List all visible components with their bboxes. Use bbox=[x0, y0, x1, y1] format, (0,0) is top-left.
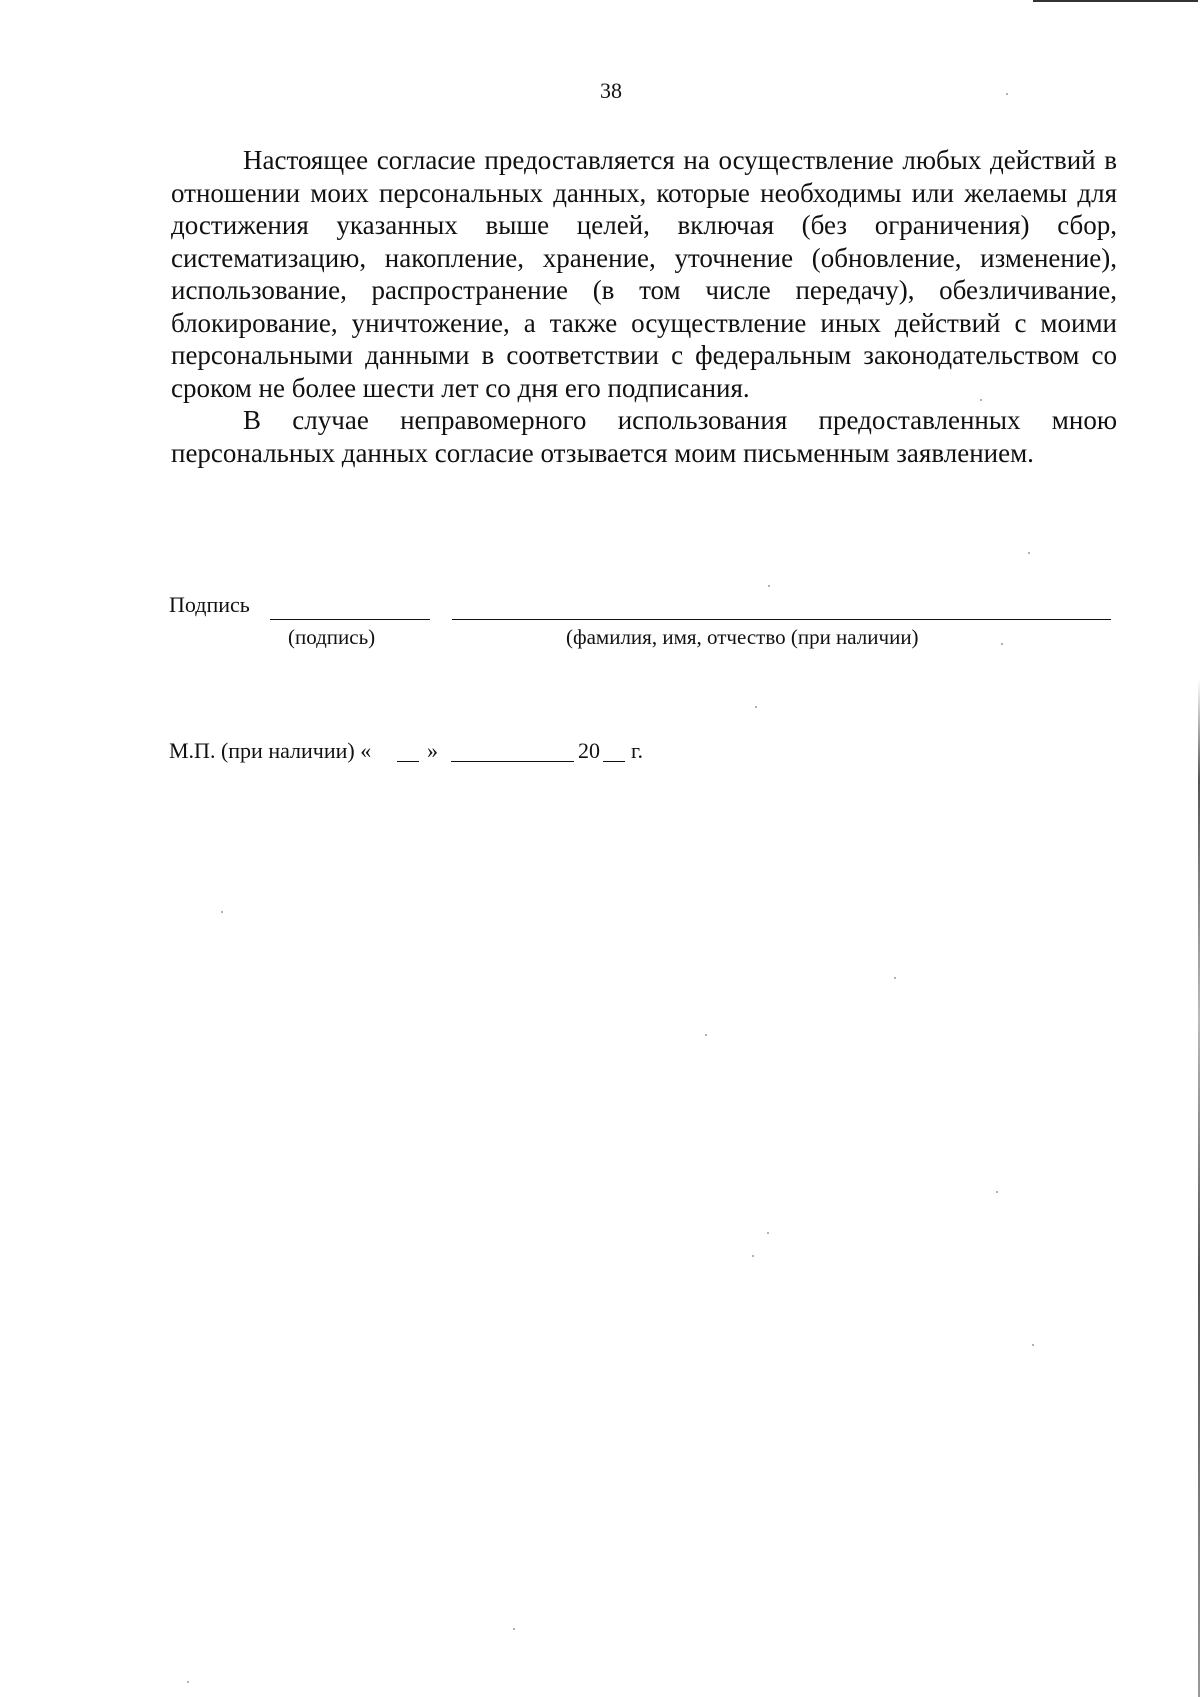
scan-speck bbox=[513, 1628, 515, 1630]
signature-block bbox=[169, 592, 1119, 649]
full-name-line[interactable] bbox=[452, 619, 1111, 620]
scan-speck bbox=[221, 911, 223, 913]
month-blank[interactable] bbox=[451, 761, 574, 762]
full-name-caption: (фамилия, имя, отчество (при наличии) bbox=[566, 625, 919, 649]
scan-speck bbox=[755, 706, 757, 708]
page-number: 38 bbox=[600, 78, 622, 103]
year-prefix: 20 bbox=[578, 738, 600, 763]
scan-speck bbox=[187, 1681, 189, 1683]
scan-speck bbox=[752, 1255, 754, 1257]
paragraph-consent-scope: Настоящее согласие предоставляется на осуществление любых действий в отношении моих персональных данных, которые необходимы или желаемы для достижения указанных выше целей, включая (без ограничения) сбор, систематизацию, накопление, хранение, уточнение (обновление, изменение), использование, распространение (в том числе передачу), обезличивание, блокирование, уничтожение, а также осуществление иных действий с моими персональными данными в соответствии с федеральным законодательством со сроком не более шести лет со дня его подписания. bbox=[171, 145, 1117, 403]
signature-line[interactable] bbox=[270, 619, 430, 620]
consent-text bbox=[171, 144, 1117, 469]
scan-speck bbox=[768, 585, 770, 587]
scan-speck bbox=[894, 977, 896, 979]
stamp-date-prefix: М.П. (при наличии) « bbox=[169, 738, 372, 763]
scan-speck bbox=[1001, 643, 1003, 645]
year-blank[interactable] bbox=[603, 761, 625, 762]
scan-speck bbox=[705, 1034, 707, 1036]
scan-speck bbox=[1032, 1344, 1034, 1346]
quote-close: » bbox=[427, 738, 438, 763]
scan-speck bbox=[996, 1191, 998, 1193]
day-blank[interactable] bbox=[397, 761, 419, 762]
scan-speck bbox=[1006, 93, 1008, 95]
signature-caption: (подпись) bbox=[288, 625, 376, 649]
stamp-date-block bbox=[169, 738, 769, 768]
year-suffix: г. bbox=[631, 738, 644, 763]
signature-label: Подпись bbox=[169, 592, 250, 617]
scan-speck bbox=[980, 399, 982, 401]
scan-speck bbox=[1028, 552, 1030, 554]
scan-edge-top bbox=[1033, 0, 1200, 2]
scan-speck bbox=[767, 1232, 769, 1234]
paragraph-consent-withdrawal: В случае неправомерного использования предоставленных мною персональных данных согласие отзывается моим письменным заявлением. bbox=[171, 405, 1117, 468]
